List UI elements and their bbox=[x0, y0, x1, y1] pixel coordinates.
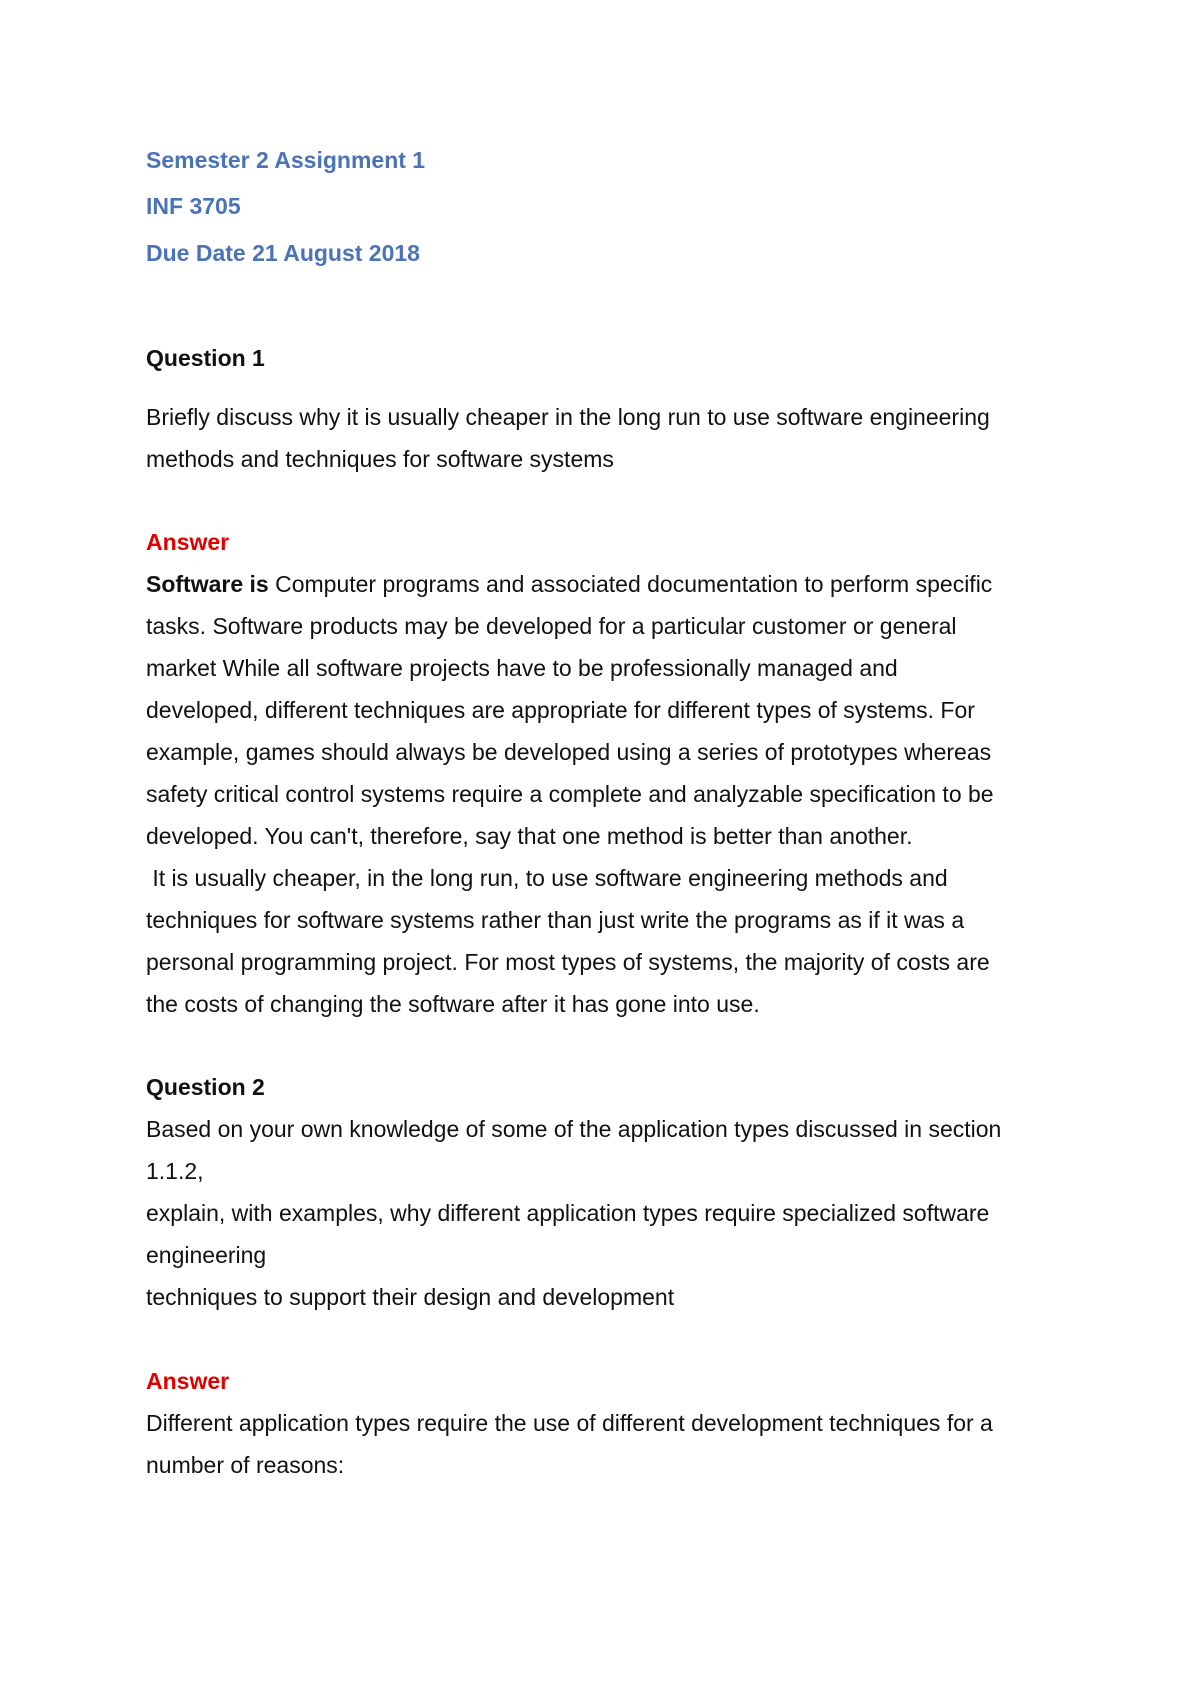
question-2-title: Question 2 bbox=[146, 1074, 265, 1100]
question-1-text-line: methods and techniques for software systems bbox=[146, 446, 614, 472]
semester-assignment-title: Semester 2 Assignment 1 bbox=[146, 147, 426, 173]
answer-2-label: Answer bbox=[146, 1368, 230, 1394]
due-date: Due Date 21 August 2018 bbox=[146, 240, 420, 266]
answer-1-line: the costs of changing the software after it has gone into use. bbox=[146, 991, 760, 1017]
question-2-text-line: explain, with examples, why different application types require specialized software bbox=[146, 1200, 990, 1226]
question-1-title: Question 1 bbox=[146, 345, 265, 371]
answer-1-line: developed. You can't, therefore, say that one method is better than another. bbox=[146, 823, 913, 849]
question-2-text-line: 1.1.2, bbox=[146, 1158, 204, 1184]
answer-1-line: techniques for software systems rather than just write the programs as if it was a bbox=[146, 907, 965, 933]
answer-1-lead: Software is bbox=[146, 571, 269, 597]
question-2-text-line: engineering bbox=[146, 1242, 267, 1268]
answer-1-label: Answer bbox=[146, 529, 230, 555]
answer-2-line: number of reasons: bbox=[146, 1452, 345, 1478]
answer-1-line: personal programming project. For most types of systems, the majority of costs are bbox=[146, 949, 990, 975]
answer-1-first-line bbox=[146, 570, 992, 598]
answer-1-line: tasks. Software products may be developed for a particular customer or general bbox=[146, 613, 957, 639]
question-2-text-line: techniques to support their design and development bbox=[146, 1284, 675, 1310]
question-1-text-line: Briefly discuss why it is usually cheaper in the long run to use software engineering bbox=[146, 404, 990, 430]
answer-1-first-line-rest: Computer programs and associated documentation to perform specific bbox=[268, 571, 993, 597]
question-2-text-line: Based on your own knowledge of some of the application types discussed in section bbox=[146, 1116, 1002, 1142]
answer-1-line: It is usually cheaper, in the long run, to use software engineering methods and bbox=[146, 865, 948, 891]
answer-1-line: developed, different techniques are appropriate for different types of systems. For bbox=[146, 697, 975, 723]
answer-1-line: example, games should always be developed using a series of prototypes whereas bbox=[146, 739, 992, 765]
answer-2-line: Different application types require the use of different development techniques for a bbox=[146, 1410, 993, 1436]
course-code: INF 3705 bbox=[146, 193, 241, 219]
answer-1-line: market While all software projects have to be professionally managed and bbox=[146, 655, 898, 681]
answer-1-line: safety critical control systems require a complete and analyzable specification to be bbox=[146, 781, 994, 807]
